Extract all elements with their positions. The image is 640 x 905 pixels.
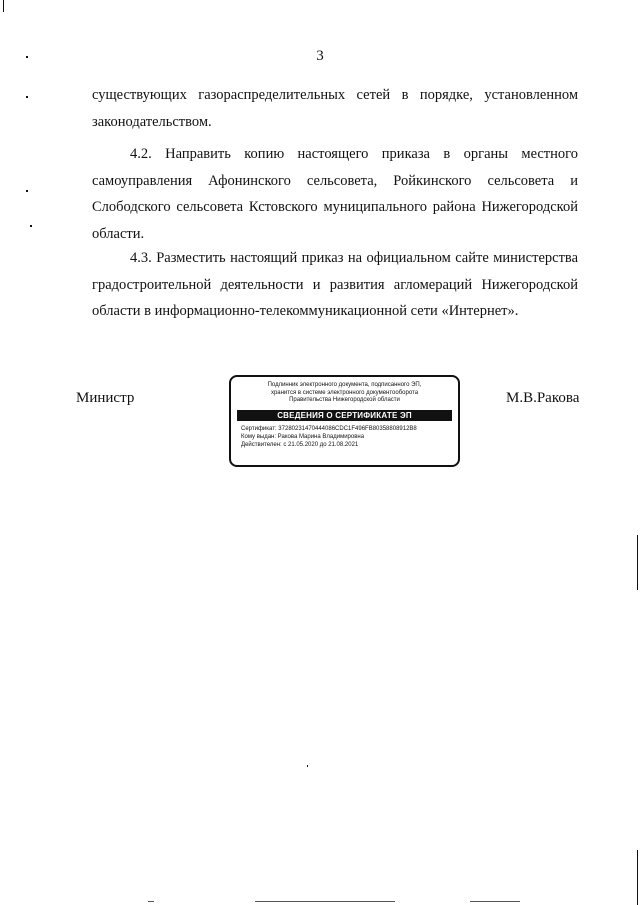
scan-dot	[26, 96, 28, 98]
scan-edge-mark	[637, 535, 638, 590]
scan-dot	[26, 190, 28, 192]
stamp-header-line: хранится в системе электронного документооборота	[270, 389, 419, 396]
scan-dot	[30, 225, 32, 227]
signer-name: М.В.Ракова	[506, 390, 580, 406]
paragraph-continuation: существующих газораспределительных сетей в порядке, установленном законодательством.	[92, 87, 578, 130]
signer-title: Министр	[76, 390, 135, 406]
bottom-edge-line	[255, 901, 395, 902]
stamp-details	[241, 425, 458, 449]
stamp-header-line: Правительства Нижегородской области	[289, 397, 400, 403]
page-number: 3	[316, 48, 324, 64]
scan-dot	[26, 56, 28, 58]
stamp-header-line: Подлинник электронного документа, подписанного ЭП,	[267, 382, 422, 388]
scan-dot	[307, 765, 308, 767]
stamp-validity: Действителен: с 21.05.2020 до 21.08.2021	[241, 441, 359, 448]
scan-edge-mark	[637, 850, 638, 905]
bottom-edge-line	[470, 901, 520, 902]
stamp-certificate: Сертификат: 37280231470444086CDC1F496FB80358808912B8	[241, 425, 417, 432]
electronic-signature-stamp	[229, 375, 460, 467]
stamp-header	[231, 382, 458, 405]
stamp-banner: СВЕДЕНИЯ О СЕРТИФИКАТЕ ЭП	[237, 410, 452, 421]
scan-mark	[3, 0, 4, 12]
stamp-issued-to: Кому выдан: Ракова Марина Владимировна	[241, 433, 365, 440]
bottom-edge-line	[148, 901, 154, 902]
paragraph-4-2: 4.2. Направить копию настоящего приказа в органы местного самоуправления Афонинского сельсовета, Ройкинского сельсовета и Слободского сельсовета Кстовского муниципального района Нижегородской области.	[92, 146, 578, 242]
paragraph-4-3: 4.3. Разместить настоящий приказ на официальном сайте министерства градостроительной деятельности и развития агломераций Нижегородской области в информационно-телекоммуникационной сети «Интернет».	[92, 250, 578, 319]
